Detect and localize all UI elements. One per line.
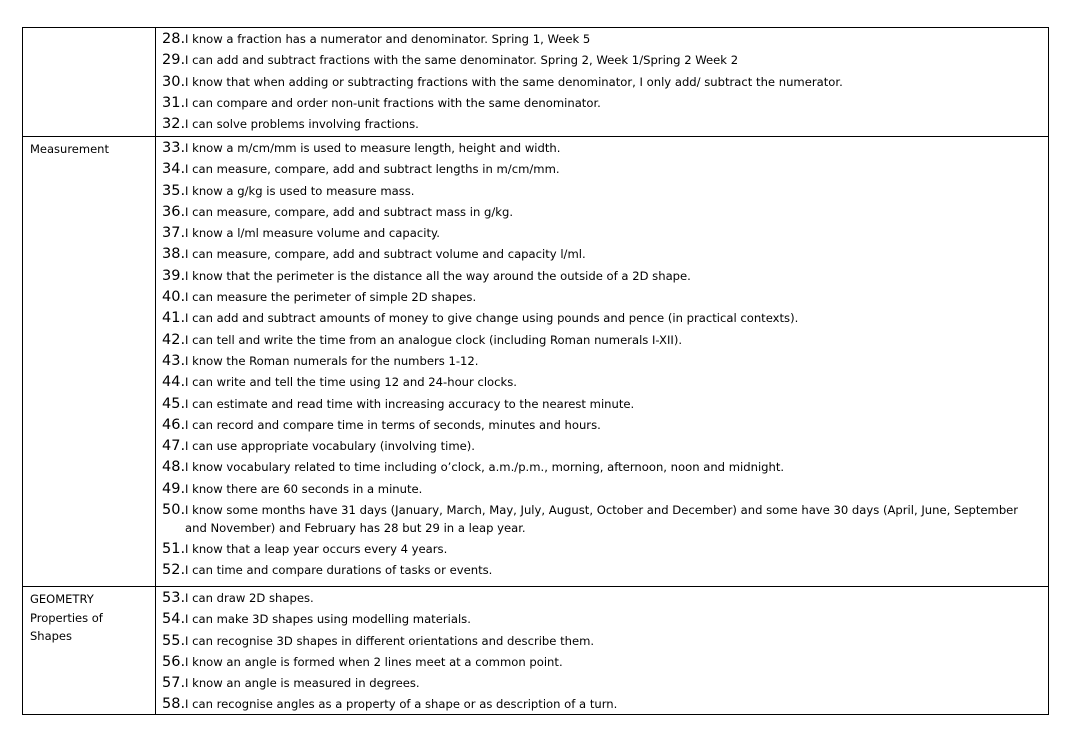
list-item xyxy=(162,590,1036,608)
list-item xyxy=(162,654,1036,672)
objective-number: 44. xyxy=(162,374,186,391)
objective-text: I know some months have 31 days (January, March, May, July, August, October and December) and some have 30 days (April, June, September and November) and February has 28 but 29 in a leap year. xyxy=(185,503,1019,535)
list-item xyxy=(162,310,1036,328)
objective-number: 42. xyxy=(162,331,186,348)
list-item xyxy=(162,225,1036,243)
list-item xyxy=(162,140,1036,158)
table-row xyxy=(23,28,1048,136)
curriculum-table xyxy=(22,27,1049,715)
list-item xyxy=(162,52,1036,70)
objective-number: 35. xyxy=(162,182,186,199)
objective-number: 56. xyxy=(162,653,186,670)
objective-number: 47. xyxy=(162,438,186,455)
objective-number: 54. xyxy=(162,611,186,628)
objective-text: I can measure, compare, add and subtract mass in g/kg. xyxy=(185,204,514,219)
objective-text: I can use appropriate vocabulary (involving time). xyxy=(185,439,475,454)
objective-text: I know a g/kg is used to measure mass. xyxy=(185,183,415,198)
objective-number: 51. xyxy=(162,541,186,558)
objective-number: 48. xyxy=(162,459,186,476)
list-item xyxy=(162,268,1036,286)
objectives-cell xyxy=(162,590,1036,718)
objective-text: I know a m/cm/mm is used to measure length, height and width. xyxy=(185,141,561,155)
objective-number: 33. xyxy=(162,140,186,156)
objective-text: I can tell and write the time from an analogue clock (including Roman numerals I-XII). xyxy=(185,332,683,347)
category-cell xyxy=(30,590,150,646)
objective-number: 46. xyxy=(162,416,186,433)
table-row xyxy=(23,136,1048,587)
list-item xyxy=(162,183,1036,201)
list-item xyxy=(162,74,1036,92)
objective-number: 32. xyxy=(162,116,186,133)
objective-number: 41. xyxy=(162,310,186,327)
list-item xyxy=(162,438,1036,456)
objective-text: I know that the perimeter is the distance all the way around the outside of a 2D shape. xyxy=(185,268,691,283)
list-item xyxy=(162,396,1036,414)
objective-text: I can measure, compare, add and subtract lengths in m/cm/mm. xyxy=(185,162,560,177)
list-item xyxy=(162,246,1036,264)
table-row xyxy=(23,586,1048,717)
objective-text: I know a l/ml measure volume and capacity. xyxy=(185,226,440,241)
objective-number: 34. xyxy=(162,161,186,178)
objective-text: I know the Roman numerals for the numbers 1-12. xyxy=(185,353,479,368)
objective-text: I can add and subtract amounts of money to give change using pounds and pence (in practical contexts). xyxy=(185,311,799,326)
objective-number: 43. xyxy=(162,352,186,369)
list-item xyxy=(162,633,1036,651)
objective-number: 39. xyxy=(162,267,186,284)
objective-text: I can measure the perimeter of simple 2D shapes. xyxy=(185,290,477,305)
objective-text: I know there are 60 seconds in a minute. xyxy=(185,481,423,496)
list-item xyxy=(162,353,1036,371)
objective-text: I can solve problems involving fractions. xyxy=(185,117,419,132)
objective-number: 37. xyxy=(162,225,186,242)
category-label: Properties of xyxy=(30,610,103,625)
list-item xyxy=(162,31,1036,49)
objective-number: 45. xyxy=(162,395,186,412)
objective-text: I can recognise angles as a property of a shape or as description of a turn. xyxy=(185,697,618,712)
list-item xyxy=(162,459,1036,477)
category-label: Measurement xyxy=(30,142,109,156)
objective-text: I can add and subtract fractions with the same denominator. Spring 2, Week 1/Spring 2 Week 2 xyxy=(185,53,739,68)
list-item xyxy=(162,541,1036,559)
objective-text: I can recognise 3D shapes in different orientations and describe them. xyxy=(185,633,595,648)
list-item xyxy=(162,95,1036,113)
category-cell xyxy=(30,140,150,159)
objectives-cell xyxy=(162,140,1036,584)
objective-text: I can estimate and read time with increasing accuracy to the nearest minute. xyxy=(185,396,635,411)
objectives-cell xyxy=(162,31,1036,137)
category-label: Shapes xyxy=(30,629,73,643)
objective-number: 29. xyxy=(162,52,186,69)
objective-number: 28. xyxy=(162,31,186,47)
objective-number: 58. xyxy=(162,696,186,713)
objective-text: I know vocabulary related to time including o’clock, a.m./p.m., morning, afternoon, noon and midnight. xyxy=(185,460,785,475)
list-item xyxy=(162,374,1036,392)
list-item xyxy=(162,696,1036,714)
objective-text: I know a fraction has a numerator and denominator. Spring 1, Week 5 xyxy=(185,32,591,46)
list-item xyxy=(162,332,1036,350)
objective-number: 36. xyxy=(162,203,186,220)
list-item xyxy=(162,161,1036,179)
objective-text: I can measure, compare, add and subtract volume and capacity l/ml. xyxy=(185,247,586,262)
list-item xyxy=(162,611,1036,629)
objective-text: I know an angle is formed when 2 lines meet at a common point. xyxy=(185,654,563,669)
objective-text: I know that a leap year occurs every 4 years. xyxy=(185,542,448,557)
objective-text: I know that when adding or subtracting fractions with the same denominator, I only add/ subtract the numerator. xyxy=(185,74,843,89)
objective-text: I can record and compare time in terms of seconds, minutes and hours. xyxy=(185,417,601,432)
list-item xyxy=(162,502,1036,537)
objective-text: I can compare and order non-unit fractions with the same denominator. xyxy=(185,95,601,110)
objective-text: I can make 3D shapes using modelling materials. xyxy=(185,612,471,627)
objective-text: I can write and tell the time using 12 and 24-hour clocks. xyxy=(185,375,517,390)
objective-number: 38. xyxy=(162,246,186,263)
list-item xyxy=(162,675,1036,693)
objective-text: I can draw 2D shapes. xyxy=(185,591,314,605)
objective-number: 40. xyxy=(162,289,186,306)
objective-number: 57. xyxy=(162,675,186,692)
objective-text: I can time and compare durations of tasks or events. xyxy=(185,563,493,578)
category-label: GEOMETRY xyxy=(30,592,94,606)
list-item xyxy=(162,562,1036,580)
objective-number: 50. xyxy=(162,502,186,519)
list-item xyxy=(162,204,1036,222)
objective-number: 31. xyxy=(162,94,186,111)
list-item xyxy=(162,481,1036,499)
list-item xyxy=(162,417,1036,435)
objective-number: 55. xyxy=(162,632,186,649)
objective-text: I know an angle is measured in degrees. xyxy=(185,676,420,691)
objective-number: 53. xyxy=(162,590,186,606)
objective-number: 30. xyxy=(162,73,186,90)
objective-number: 49. xyxy=(162,480,186,497)
list-item xyxy=(162,289,1036,307)
objective-number: 52. xyxy=(162,562,186,579)
list-item xyxy=(162,116,1036,134)
